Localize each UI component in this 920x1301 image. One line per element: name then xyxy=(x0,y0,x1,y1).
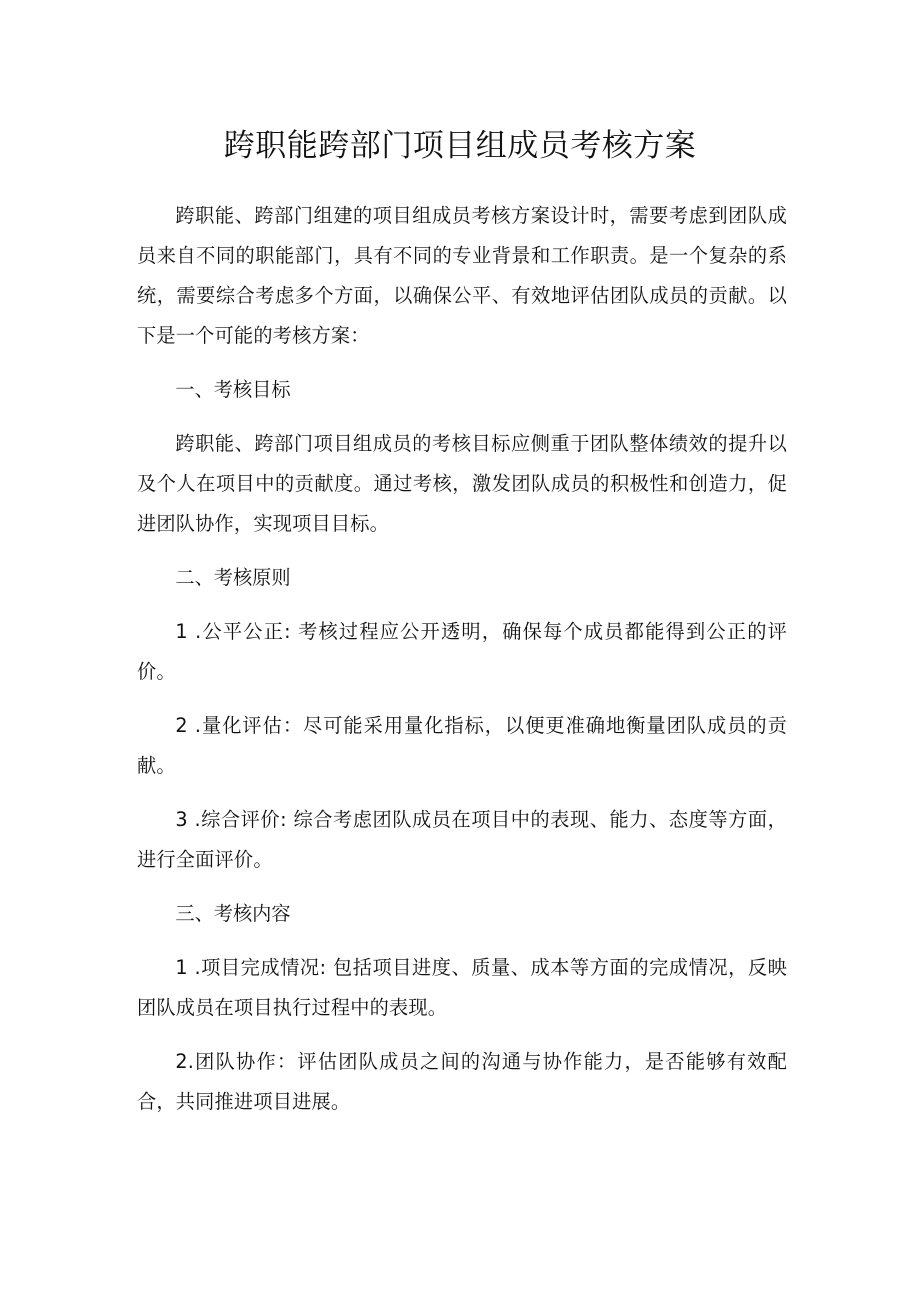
section-heading-principles: 二、考核原则 xyxy=(175,566,291,589)
principle-item: 1 .公平公正: 考核过程应公开透明，确保每个成员都能得到公正的评价。 xyxy=(137,620,787,683)
content-item: 1 .项目完成情况: 包括项目进度、质量、成本等方面的完成情况，反映团队成员在项目执行过程中的表现。 xyxy=(137,956,787,1019)
section-heading-goals: 一、考核目标 xyxy=(175,378,291,401)
content-item: 2.团队协作：评估团队成员之间的沟通与协作能力，是否能够有效配合，共同推进项目进展。 xyxy=(137,1050,787,1113)
principle-item: 3 .综合评价: 综合考虑团队成员在项目中的表现、能力、态度等方面，进行全面评价。 xyxy=(137,808,787,871)
goals-paragraph: 跨职能、跨部门项目组成员的考核目标应侧重于团队整体绩效的提升以及个人在项目中的贡献度。通过考核，激发团队成员的积极性和创造力，促进团队协作，实现项目目标。 xyxy=(137,432,787,535)
principle-item: 2 .量化评估：尽可能采用量化指标，以便更准确地衡量团队成员的贡献。 xyxy=(137,714,787,777)
document-body xyxy=(137,196,787,1136)
section-heading-content: 三、考核内容 xyxy=(175,902,291,925)
intro-paragraph: 跨职能、跨部门组建的项目组成员考核方案设计时，需要考虑到团队成员来自不同的职能部门，具有不同的专业背景和工作职责。是一个复杂的系统，需要综合考虑多个方面，以确保公平、有效地评估团队成员的贡献。以下是一个可能的考核方案： xyxy=(137,204,787,347)
document-title: 跨职能跨部门项目组成员考核方案 xyxy=(223,128,697,164)
